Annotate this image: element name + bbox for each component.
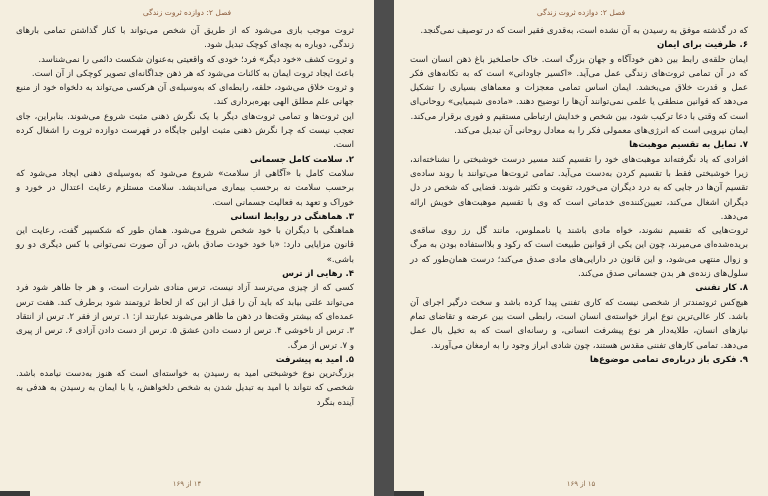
section-heading: ۳. هماهنگی در روابط انسانی	[230, 211, 354, 222]
paragraph: ایمان نیرویی است که انرژی‌های معمولی فکر را به معادل روحانی آن تبدیل می‌کند.	[454, 126, 748, 137]
paragraph: هماهنگی با دیگران با خود شخص شروع می‌شود. همان طور که شکسپیر گفت، رعایت این قانون مزایایی دارد: «با خود خودت صادق باش، در آن صورت نمی‌توانی با کس دیگری دو رو باشی.»	[16, 226, 354, 265]
section-heading: ۹. فکری باز درباره‌ی تمامی موضوع‌ها	[589, 354, 748, 365]
page-edge-shadow	[0, 491, 30, 496]
page-number: ۱۴ از ۱۶۹	[172, 480, 202, 488]
section-heading: ۸. کار تفننی	[695, 283, 748, 294]
paragraph: کسی که از چیزی می‌ترسد آزاد نیست، ترس منادی شرارت است، و هر جا ظاهر شود فرد می‌تواند علتی بیابد که باید آن را قبل از این که از لحاظ ثروتمند شود برطرف کند. هفت ترس عمده‌ای که بیشتر وقت‌ها در ذهن ما ظاهر می‌شوند عبارتند از: ۱. ترس از فقر ۲. ترس از انتقاد ۳. ترس از ناخوشی ۴. ترس از دست دادن عشق ۵. ترس از دست دادن آزادی ۶. ترس از پیری و ۷. ترس از مرگ.	[16, 283, 354, 351]
section-heading: ۴. رهایی از ترس	[282, 269, 354, 280]
paragraph: این ثروت‌ها و تمامی ثروت‌های دیگر با یک نگرش ذهنی مثبت شروع می‌شوند. بنابراین، جای تعجب نیست که چرا نگرش ذهنی مثبت اولین جایگاه در فهرست دوازده ثروت را اشغال کرده است.	[16, 111, 354, 151]
paragraph: باعث ایجاد ثروت ایمان به کائنات می‌شود که هر ذهن جداگانه‌ای تصویر کوچکی از آن است.	[31, 68, 354, 79]
paragraph: و ثروت خلاق می‌شود، حلقه، رابطه‌ای که به‌وسیله‌ی آن هرکسی می‌تواند به دلخواه خود از منبع جهانی علم مطلق الهی بهره‌برداری کند.	[16, 83, 354, 108]
section-heading: ۶. ظرفیت برای ایمان	[656, 40, 748, 51]
paragraph: که در گذشته موفق به رسیدن به آن نشده است، به‌قدری فقیر است که در توصیف نمی‌گنجد.	[420, 26, 748, 36]
page-edge-shadow	[394, 491, 424, 496]
paragraph: و ثروت کشف «خود دیگر» فرد؛ خودی که واقعیتی به‌عنوان شکست دائمی را نمی‌شناسد.	[38, 54, 354, 65]
page-text	[16, 24, 354, 410]
page-gutter	[374, 0, 394, 496]
page-number: ۱۵ از ۱۶۹	[566, 480, 596, 488]
left-page	[0, 0, 374, 496]
running-head: فصل ۲: دوازده ثروت زندگی	[142, 8, 232, 17]
paragraph: ثروت‌هایی که تقسیم نشوند، خواه مادی باشند یا نامملوس، مانند گل رز روی ساقه‌ی بریده‌شده‌ای می‌میرند، چون این یکی از قوانین طبیعت است که رکود و بلااستفاده بودن به مرگ و زوال منتهی می‌شود، و این قانون در دارایی‌های مادی صدق می‌کند؛ درست همان‌طور که در سلول‌های زنده‌ی هر بدن جسمانی صدق می‌کند.	[410, 226, 748, 280]
section-heading: ۷. تمایل به تقسیم موهبت‌ها	[629, 140, 748, 151]
running-head: فصل ۲: دوازده ثروت زندگی	[536, 8, 626, 17]
paragraph: افرادی که یاد نگرفته‌اند موهبت‌های خود را تقسیم کنند مسیر درست خوشبختی را نشناخته‌اند، زیرا خوشبختی فقط با تقسیم کردن به‌دست می‌آید. تمامی ثروت‌ها می‌توانند با روند ساده‌ی تقسیم آن‌ها در جایی که به درد دیگران می‌خورد، تقویت و تکثیر شوند. فضایی که شخص در دل دیگران اشغال می‌کند، تعیین‌کننده‌ی خدماتی است که وی با تقسیم موهبت‌های خویش ارائه می‌دهد.	[410, 154, 748, 222]
paragraph: ایمان حلقه‌ی رابط بین ذهن خودآگاه و جهان بزرگ است. خاک حاصلخیز باغ ذهن انسان است که در آن تمامی ثروت‌های زندگی عمل می‌آید. «اکسیر جاودانی» است که به تکانه‌های فکر عمل و قدرت خلاق می‌بخشد. ایمان اساس تمامی معجزات و معماهای بسیاری را تشکیل می‌دهد که قوانین منطقی یا علمی نمی‌توانند آن‌ها را توضیح دهند. «ماده‌ی شیمیایی» روحانی‌ای است که وقتی با دعا ترکیب شود، بین شخص و خدایش ارتباطی مستقیم و فوری برقرار می‌کند.	[410, 54, 748, 122]
section-heading: ۲. سلامت کامل جسمانی	[250, 154, 354, 165]
paragraph: بزرگ‌ترین نوع خوشبختی امید به رسیدن به خواسته‌ای است که هنوز به‌دست نیامده باشد. شخصی که نتواند با امید به تبدیل شدن به شخص دلخواهش، یا با ایمان به رسیدن به هدفی به آینده بنگرد	[16, 369, 354, 408]
paragraph: هیچ‌کس ثروتمندتر از شخصی نیست که کاری تفننی پیدا کرده باشد و سخت درگیر اجرای آن باشد. کار عالی‌ترین نوع ابراز خواسته‌ی انسان است، رابطی است بین عرضه و تقاضای تمام نیازهای انسان، طلایه‌دار هر نوع پیشرفت انسانی، و رسانه‌ای است که به تخیل بال عمل می‌دهد. تمامی کارهای تفننی مقدس هستند، چون شادی ابراز وجود را به ارمغان می‌آورند.	[410, 297, 748, 351]
right-page	[394, 0, 768, 496]
page-text	[410, 24, 748, 367]
section-heading: ۵. امید به پیشرفت	[275, 354, 354, 365]
paragraph: سلامت کامل با «آگاهی از سلامت» شروع می‌شود که به‌وسیله‌ی ذهنی ایجاد می‌شود که برحسب سلامت نه برحسب بیماری می‌اندیشد. سلامت مستلزم رعایت اعتدال در خورد و خوراک و تعهد به فعالیت جسمانی است.	[16, 168, 354, 208]
paragraph: ثروت موجب بازی می‌شود که از طریق آن شخص می‌تواند با کنار گذاشتن تمامی بارهای زندگی، دوباره به بچه‌ای کوچک تبدیل شود.	[16, 26, 354, 51]
